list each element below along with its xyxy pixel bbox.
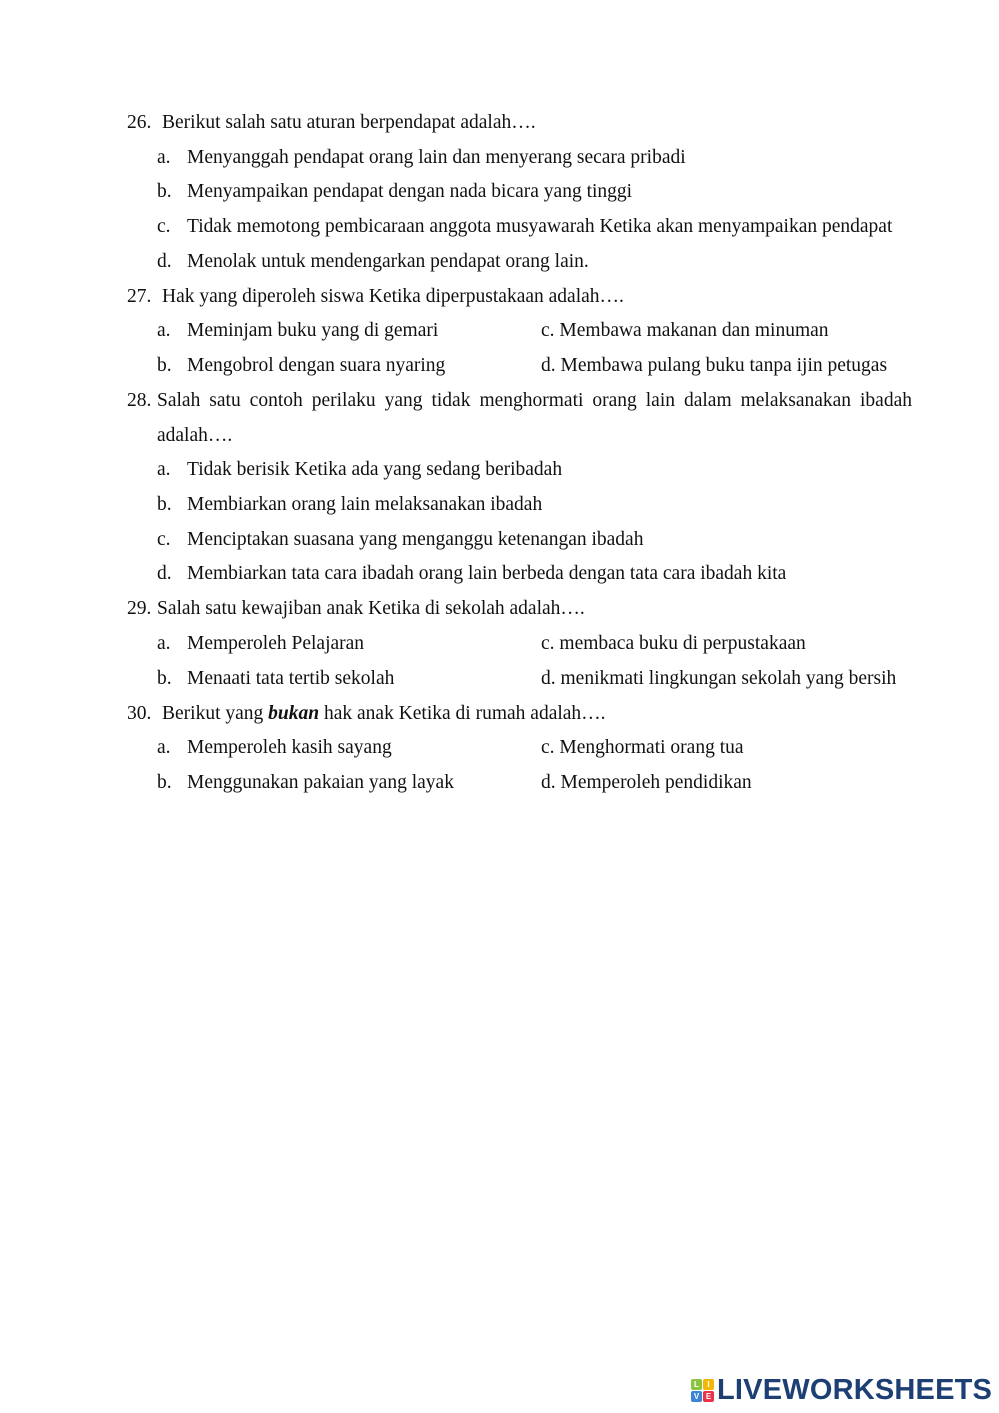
option-27c: c. Membawa makanan dan minuman [541, 320, 829, 341]
option-28c: Menciptakan suasana yang menganggu ketenangan ibadah [187, 529, 644, 550]
option-letter: c. [157, 529, 171, 550]
logo-tile: E [703, 1391, 714, 1402]
liveworksheets-logo [691, 1375, 992, 1405]
option-30c: c. Menghormati orang tua [541, 737, 744, 758]
option-letter: c. [157, 216, 171, 237]
option-letter: b. [157, 668, 172, 689]
question-30-text [162, 702, 606, 726]
option-letter: a. [157, 459, 171, 480]
option-28b: Membiarkan orang lain melaksanakan ibadah [187, 494, 543, 515]
option-letter: b. [157, 355, 172, 376]
option-29b: Menaati tata tertib sekolah [187, 668, 395, 689]
question-29-number: 29. [127, 598, 152, 619]
option-letter: b. [157, 494, 172, 515]
option-letter: d. [157, 251, 172, 272]
question-30-text-before: Berikut yang [162, 703, 269, 724]
option-letter: a. [157, 147, 171, 168]
question-28-text: Salah satu contoh perilaku yang tidak menghormati orang lain dalam melaksanakan ibadah [157, 390, 912, 411]
option-30d: d. Memperoleh pendidikan [541, 772, 752, 793]
question-29-text: Salah satu kewajiban anak Ketika di sekolah adalah…. [157, 598, 585, 619]
question-28-number: 28. [127, 390, 152, 411]
question-30-text-after: hak anak Ketika di rumah adalah…. [319, 703, 606, 724]
option-letter: a. [157, 320, 171, 341]
option-letter: b. [157, 772, 172, 793]
option-29d: d. menikmati lingkungan sekolah yang bersih [541, 668, 897, 689]
question-30-number: 30. [127, 703, 152, 724]
option-letter: d. [157, 563, 172, 584]
question-27-text: Hak yang diperoleh siswa Ketika diperpustakaan adalah…. [162, 286, 624, 307]
option-27b: Mengobrol dengan suara nyaring [187, 355, 446, 376]
option-letter: b. [157, 181, 172, 202]
question-28-text-cont: adalah…. [157, 425, 233, 446]
option-letter: a. [157, 737, 171, 758]
logo-tile: L [691, 1379, 702, 1390]
option-28a: Tidak berisik Ketika ada yang sedang beribadah [187, 459, 563, 480]
option-26a: Menyanggah pendapat orang lain dan menyerang secara pribadi [187, 147, 686, 168]
question-26-text: Berikut salah satu aturan berpendapat adalah…. [162, 112, 536, 133]
question-27-number: 27. [127, 286, 152, 307]
option-26c: Tidak memotong pembicaraan anggota musyawarah Ketika akan menyampaikan pendapat [187, 216, 893, 237]
option-26b: Menyampaikan pendapat dengan nada bicara yang tinggi [187, 181, 633, 202]
option-27a: Meminjam buku yang di gemari [187, 320, 439, 341]
option-29c: c. membaca buku di perpustakaan [541, 633, 806, 654]
option-27d: d. Membawa pulang buku tanpa ijin petugas [541, 355, 888, 376]
logo-tiles-icon [691, 1379, 714, 1402]
option-30b: Menggunakan pakaian yang layak [187, 772, 454, 793]
logo-tile: V [691, 1391, 702, 1402]
question-30-emphasis: bukan [268, 703, 320, 724]
option-letter: a. [157, 633, 171, 654]
logo-text: LIVEWORKSHEETS [717, 1374, 993, 1406]
option-26d: Menolak untuk mendengarkan pendapat orang lain. [187, 251, 589, 272]
option-29a: Memperoleh Pelajaran [187, 633, 365, 654]
option-30a: Memperoleh kasih sayang [187, 737, 392, 758]
question-26-number: 26. [127, 112, 152, 133]
logo-tile: I [703, 1379, 714, 1390]
option-28d: Membiarkan tata cara ibadah orang lain berbeda dengan tata cara ibadah kita [187, 563, 787, 584]
